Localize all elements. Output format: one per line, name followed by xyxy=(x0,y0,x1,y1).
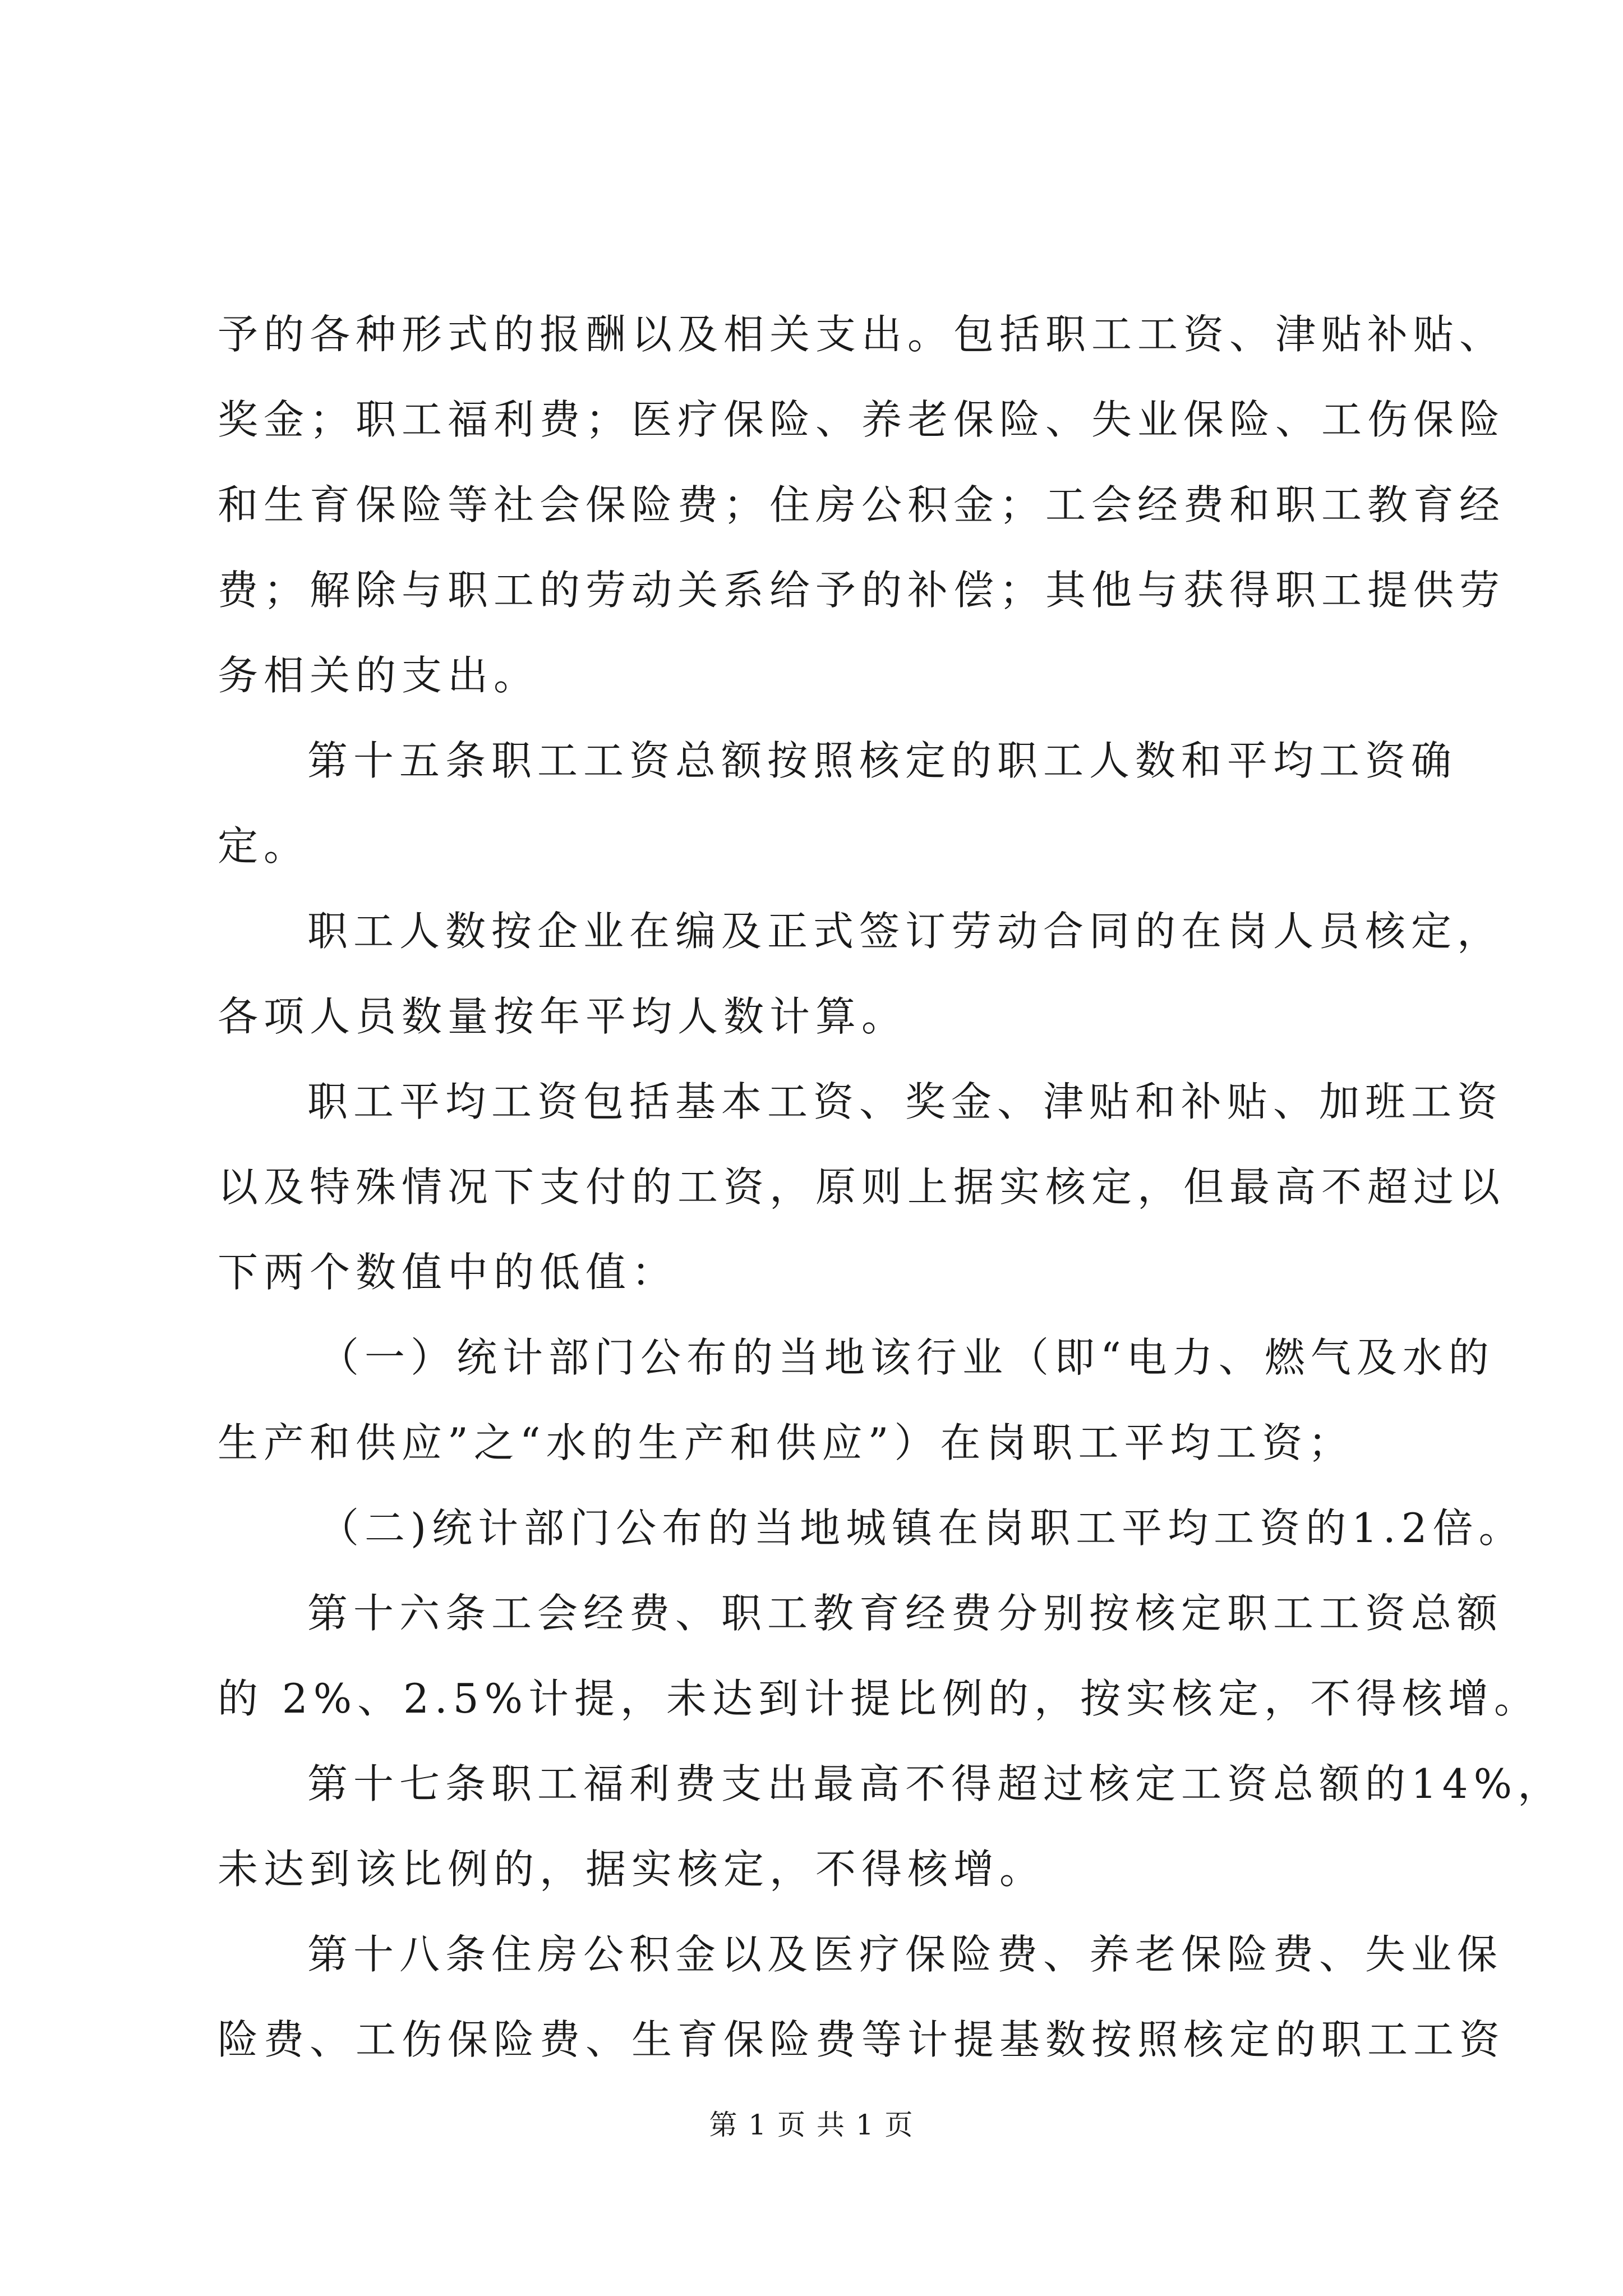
text-line: 奖金；职工福利费；医疗保险、养老保险、失业保险、工伤保险 xyxy=(218,396,1506,443)
paragraph-average-wage: 职工平均工资包括基本工资、奖金、津贴和补贴、加班工资 xyxy=(307,1078,1504,1125)
article-16-heading: 第十六条工会经费、职工教育经费分别按核定职工工资总额 xyxy=(307,1590,1504,1637)
page-footer: 第 1 页 共 1 页 xyxy=(709,2109,914,2141)
text-line: 生产和供应”之“水的生产和供应”）在岗职工平均工资； xyxy=(218,1419,1354,1466)
text-line: 定。 xyxy=(218,822,310,869)
text-line: 费；解除与职工的劳动关系给予的补偿；其他与获得职工提供劳 xyxy=(218,567,1506,614)
paragraph-staff-count: 职工人数按企业在编及正式签订劳动合同的在岗人员核定， xyxy=(307,908,1504,955)
text-line: 以及特殊情况下支付的工资，原则上据实核定，但最高不超过以 xyxy=(218,1163,1506,1211)
text-line: 和生育保险等社会保险费；住房公积金；工会经费和职工教育经 xyxy=(218,481,1506,528)
text-line: 未达到该比例的，据实核定，不得核增。 xyxy=(218,1846,1046,1893)
article-18-heading: 第十八条住房公积金以及医疗保险费、养老保险费、失业保 xyxy=(307,1931,1504,1978)
document-body xyxy=(218,292,1564,2082)
text-line: 务相关的支出。 xyxy=(218,652,540,699)
text-line: 的 2%、2.5%计提，未达到计提比例的，按实核定，不得核增。 xyxy=(218,1675,1541,1722)
text-line: 下两个数值中的低值： xyxy=(218,1249,678,1296)
article-15-heading: 第十五条职工工资总额按照核定的职工人数和平均工资确 xyxy=(307,737,1458,784)
list-item-one: （一）统计部门公布的当地该行业（即“电力、燃气及水的 xyxy=(319,1334,1495,1381)
text-line: 予的各种形式的报酬以及相关支出。包括职工工资、津贴补贴、 xyxy=(218,311,1506,358)
article-17-heading: 第十七条职工福利费支出最高不得超过核定工资总额的14%， xyxy=(307,1760,1564,1807)
text-line: 险费、工伤保险费、生育保险费等计提基数按照核定的职工工资 xyxy=(218,2016,1506,2063)
list-item-two: （二)统计部门公布的当地城镇在岗职工平均工资的1.2倍。 xyxy=(319,1504,1525,1552)
text-line: 各项人员数量按年平均人数计算。 xyxy=(218,993,908,1040)
